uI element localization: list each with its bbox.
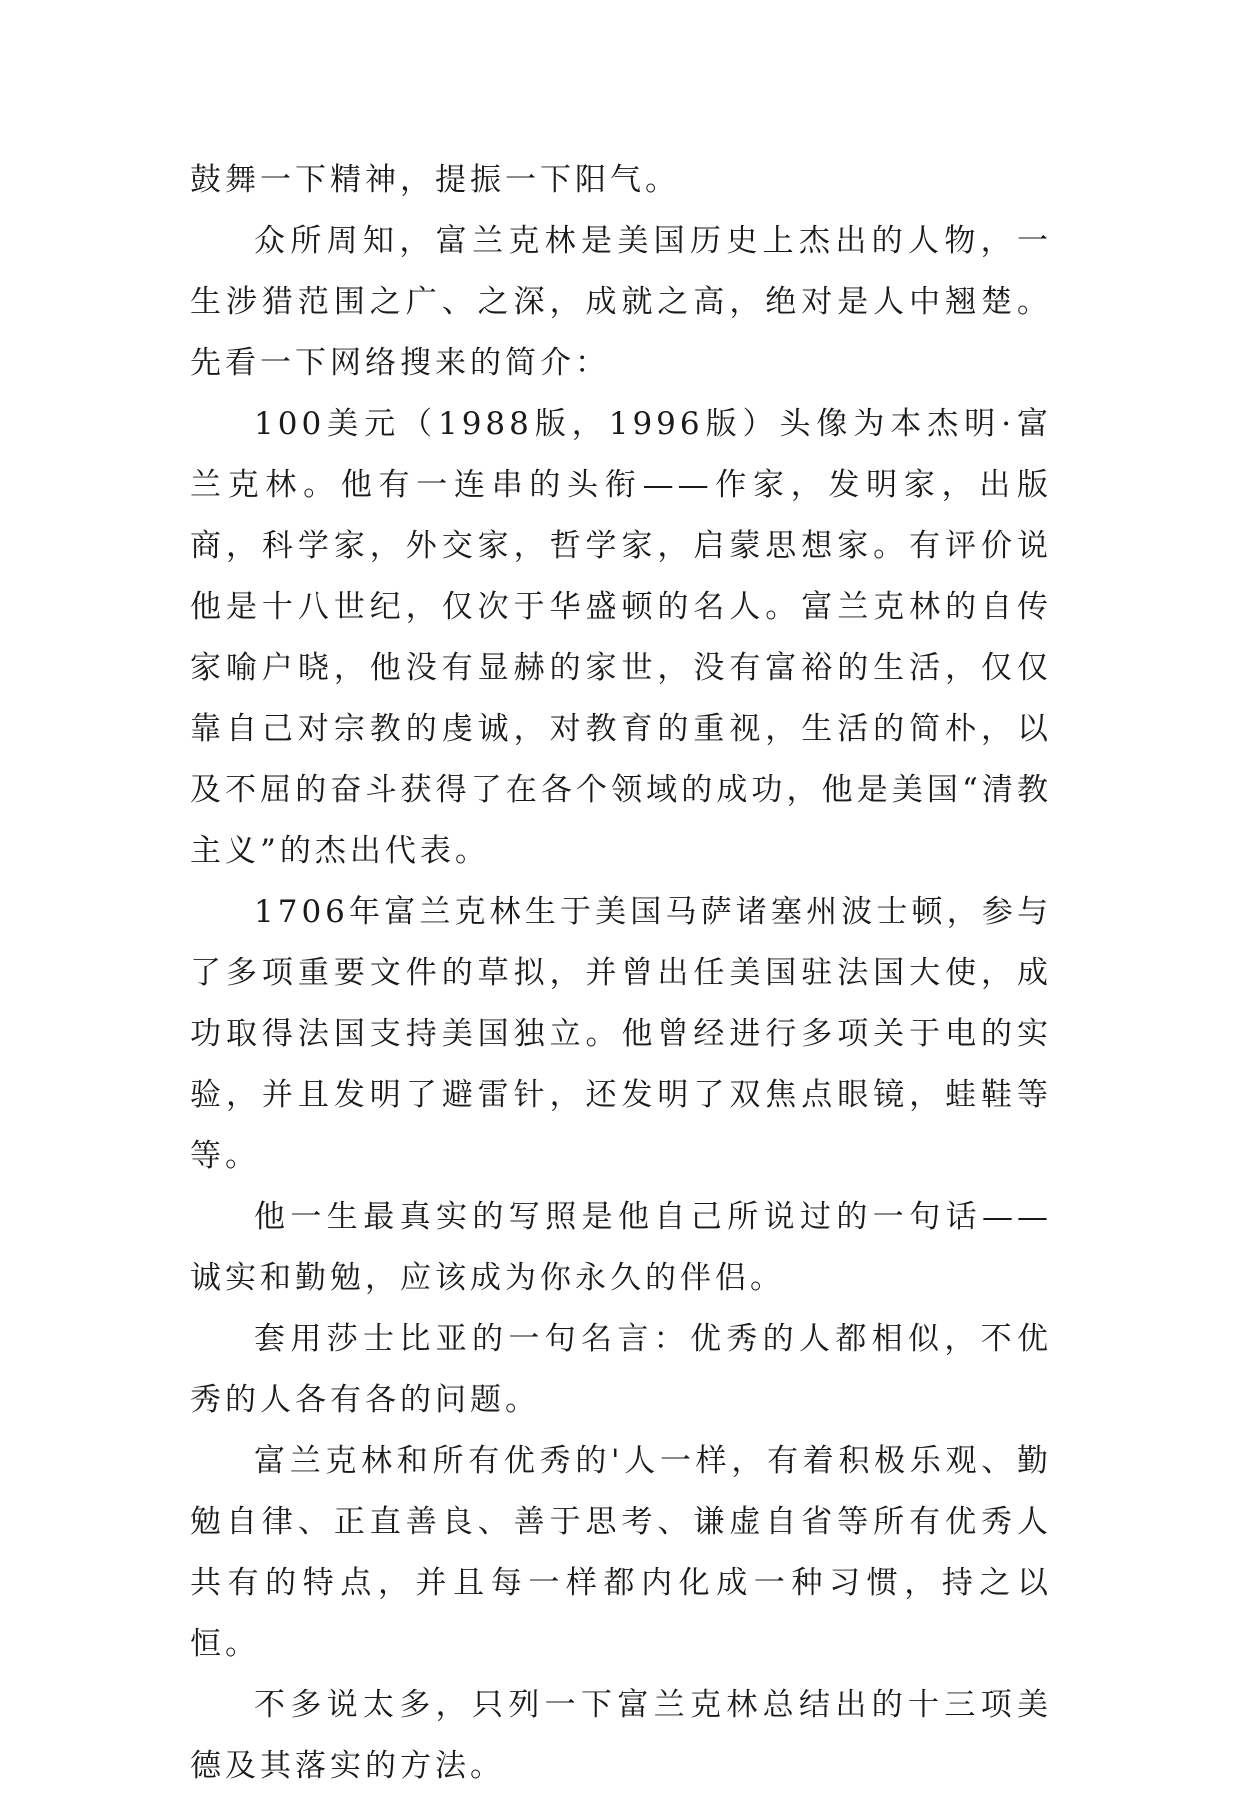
paragraph-7: 富兰克林和所有优秀的'人一样，有着积极乐观、勤勉自律、正直善良、善于思考、谦虚自省等所有优秀人共有的特点，并且每一样都内化成一种习惯，持之以恒。 — [190, 1443, 1052, 1662]
paragraph-8: 不多说太多，只列一下富兰克林总结出的十三项美德及其落实的方法。 — [190, 1687, 1052, 1784]
paragraph-4: 1706年富兰克林生于美国马萨诸塞州波士顿，参与了多项重要文件的草拟，并曾出任美国驻法国大使，成功取得法国支持美国独立。他曾经进行多项关于电的实验，并且发明了避雷针，还发明了双焦点眼镜，蛙鞋等等。 — [190, 894, 1052, 1174]
paragraph-1: 鼓舞一下精神，提振一下阳气。 — [190, 162, 680, 198]
paragraph-5: 他一生最真实的写照是他自己所说过的一句话——诚实和勤勉，应该成为你永久的伴侣。 — [190, 1199, 1052, 1296]
paragraph-6: 套用莎士比亚的一句名言：优秀的人都相似，不优秀的人各有各的问题。 — [190, 1321, 1052, 1418]
paragraph-3: 100美元（1988版，1996版）头像为本杰明·富兰克林。他有一连串的头衔——作家，发明家，出版商，科学家，外交家，哲学家，启蒙思想家。有评价说他是十八世纪，仅次于华盛顿的名人。富兰克林的自传家喻户晓，他没有显赫的家世，没有富裕的生活，仅仅靠自己对宗教的虔诚，对教育的重视，生活的简朴，以及不屈的奋斗获得了在各个领域的成功，他是美国“清教主义”的杰出代表。 — [190, 406, 1052, 869]
paragraph-2: 众所周知，富兰克林是美国历史上杰出的人物，一生涉猎范围之广、之深，成就之高，绝对是人中翘楚。先看一下网络搜来的简介： — [190, 223, 1052, 381]
document-body — [190, 150, 1052, 1797]
